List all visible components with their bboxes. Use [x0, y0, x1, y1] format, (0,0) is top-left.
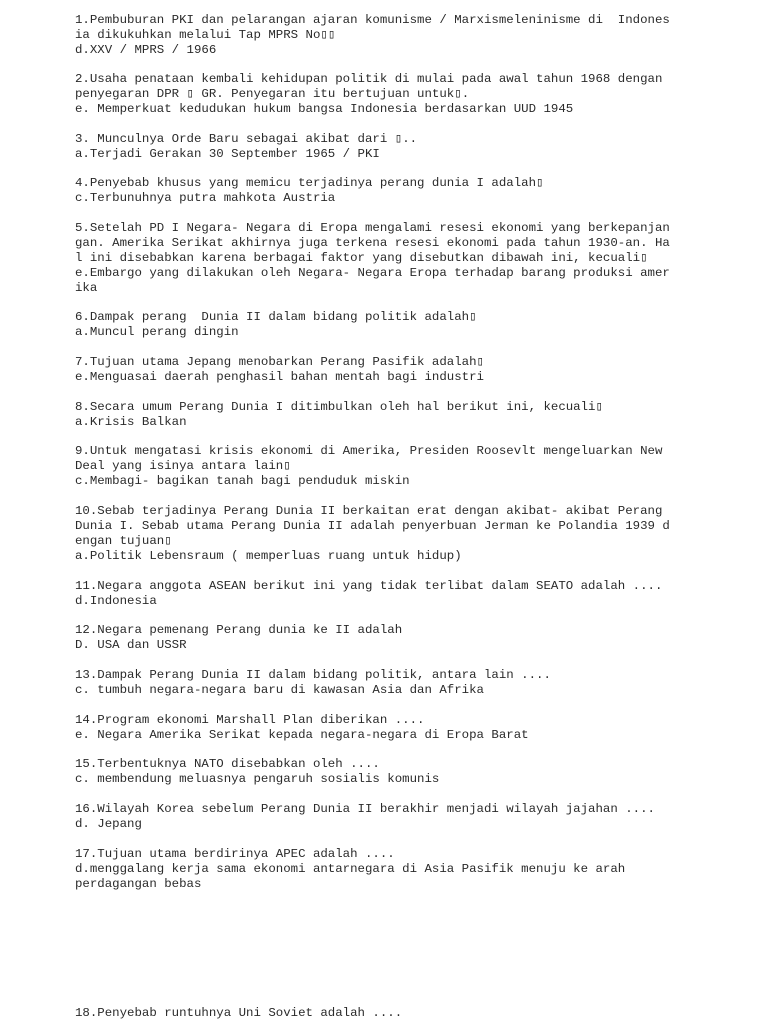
answer-4: c.Terbunuhnya putra mahkota Austria	[75, 191, 336, 205]
answer-11: d.Indonesia	[75, 594, 157, 608]
question-5-text-cont: gan. Amerika Serikat akhirnya juga terkena resesi ekonomi pada tahun 1930-an. Ha	[75, 236, 670, 250]
question-10-text-cont: Dunia I. Sebab utama Perang Dunia II adalah penyerbuan Jerman ke Polandia 1939 d	[75, 519, 670, 533]
answer-9: c.Membagi- bagikan tanah bagi penduduk miskin	[75, 474, 410, 488]
answer-15: c. membendung meluasnya pengaruh sosialis komunis	[75, 772, 440, 786]
question-11-text: 11.Negara anggota ASEAN berikut ini yang tidak terlibat dalam SEATO adalah ....	[75, 579, 663, 593]
question-10-text-cont: engan tujuan▯	[75, 534, 172, 548]
question-9-text-cont: Deal yang isinya antara lain▯	[75, 459, 291, 473]
answer-1: d.XXV / MPRS / 1966	[75, 43, 217, 57]
question-5-text-cont: l ini disebabkan karena berbagai faktor yang disebutkan dibawah ini, kecuali▯	[75, 251, 648, 265]
question-3-text: 3. Munculnya Orde Baru sebagai akibat dari ▯..	[75, 132, 418, 146]
answer-10: a.Politik Lebensraum ( memperluas ruang untuk hidup)	[75, 549, 462, 563]
answer-17: d.menggalang kerja sama ekonomi antarnegara di Asia Pasifik menuju ke arah	[75, 862, 626, 876]
question-14-text: 14.Program ekonomi Marshall Plan diberikan ....	[75, 713, 425, 727]
answer-5: e.Embargo yang dilakukan oleh Negara- Negara Eropa terhadap barang produksi amer	[75, 266, 670, 280]
question-10-text: 10.Sebab terjadinya Perang Dunia II berkaitan erat dengan akibat- akibat Perang	[75, 504, 663, 518]
answer-14: e. Negara Amerika Serikat kepada negara-negara di Eropa Barat	[75, 728, 529, 742]
question-17-text: 17.Tujuan utama berdirinya APEC adalah ....	[75, 847, 395, 861]
answer-16: d. Jepang	[75, 817, 142, 831]
answer-3: a.Terjadi Gerakan 30 September 1965 / PKI	[75, 147, 380, 161]
question-1-text-cont: ia dikukuhkan melalui Tap MPRS No▯▯	[75, 28, 336, 42]
answer-7: e.Menguasai daerah penghasil bahan mentah bagi industri	[75, 370, 484, 384]
answer-17-cont: perdagangan bebas	[75, 877, 202, 891]
question-2-text-cont: penyegaran DPR ▯ GR. Penyegaran itu bertujuan untuk▯.	[75, 87, 470, 101]
answer-8: a.Krisis Balkan	[75, 415, 187, 429]
question-2-text: 2.Usaha penataan kembali kehidupan politik di mulai pada awal tahun 1968 dengan	[75, 72, 663, 86]
answer-6: a.Muncul perang dingin	[75, 325, 239, 339]
question-1-text: 1.Pembuburan PKI dan pelarangan ajaran komunisme / Marxismeleninisme di Indones	[75, 13, 670, 27]
question-15-text: 15.Terbentuknya NATO disebabkan oleh ....	[75, 757, 380, 771]
question-13-text: 13.Dampak Perang Dunia II dalam bidang politik, antara lain ....	[75, 668, 551, 682]
question-8-text: 8.Secara umum Perang Dunia I ditimbulkan oleh hal berikut ini, kecuali▯	[75, 400, 603, 414]
answer-12: D. USA dan USSR	[75, 638, 187, 652]
question-4-text: 4.Penyebab khusus yang memicu terjadinya perang dunia I adalah▯	[75, 176, 544, 190]
question-9-text: 9.Untuk mengatasi krisis ekonomi di Amerika, Presiden Roosevlt mengeluarkan New	[75, 444, 663, 458]
question-18-text: 18.Penyebab runtuhnya Uni Soviet adalah ....	[75, 1006, 403, 1020]
answer-13: c. tumbuh negara-negara baru di kawasan Asia dan Afrika	[75, 683, 484, 697]
question-16-text: 16.Wilayah Korea sebelum Perang Dunia II berakhir menjadi wilayah jajahan ....	[75, 802, 655, 816]
question-6-text: 6.Dampak perang Dunia II dalam bidang politik adalah▯	[75, 310, 477, 324]
answer-2: e. Memperkuat kedudukan hukum bangsa Indonesia berdasarkan UUD 1945	[75, 102, 574, 116]
question-7-text: 7.Tujuan utama Jepang menobarkan Perang Pasifik adalah▯	[75, 355, 484, 369]
answer-5-cont: ika	[75, 281, 98, 295]
question-5-text: 5.Setelah PD I Negara- Negara di Eropa mengalami resesi ekonomi yang berkepanjan	[75, 221, 670, 235]
question-12-text: 12.Negara pemenang Perang dunia ke II adalah	[75, 623, 403, 637]
